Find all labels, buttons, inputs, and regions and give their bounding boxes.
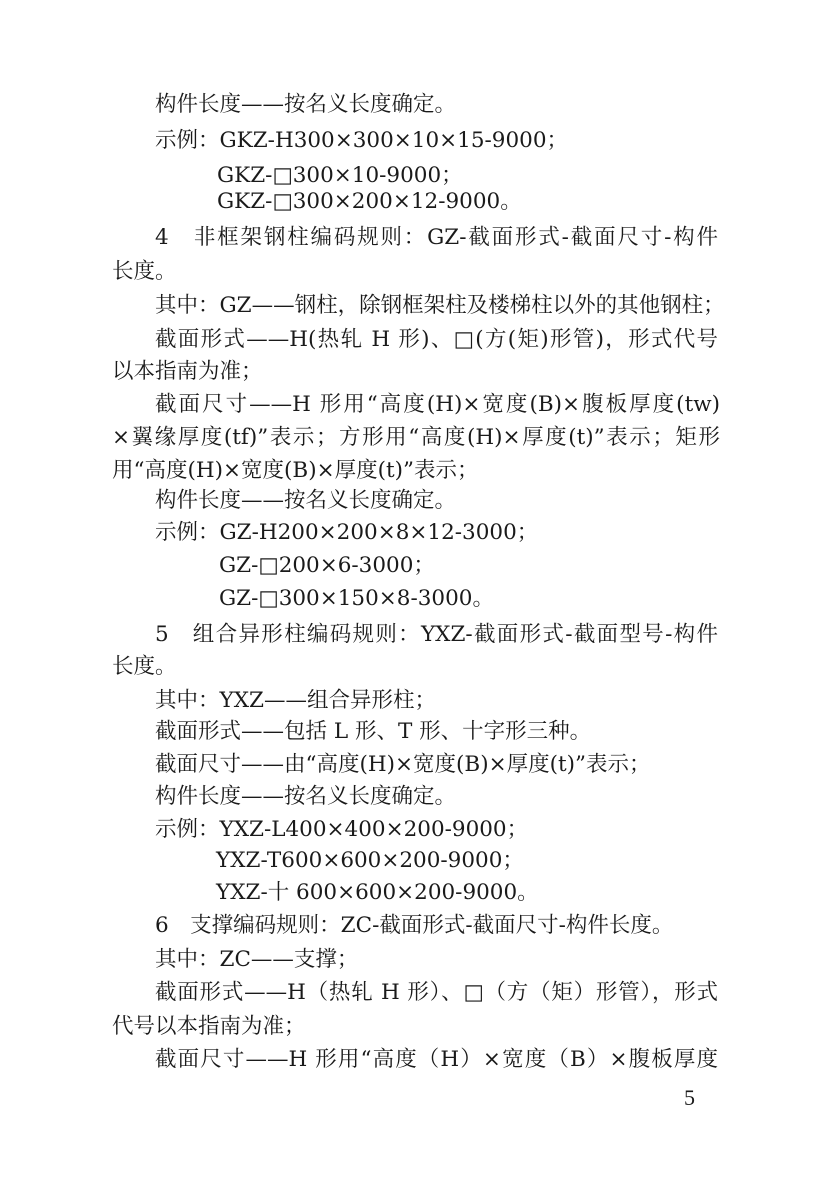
text-line: GKZ-□300×10-9000； (217, 163, 463, 188)
text-line: 4 非框架钢柱编码规则：GZ-截面形式-截面尺寸-构件 (155, 225, 718, 250)
text-line: 以本指南为准； (112, 359, 263, 384)
text-line: 构件长度——按名义长度确定。 (155, 784, 457, 809)
text-line: 截面形式——包括 L 形、T 形、十字形三种。 (155, 719, 592, 744)
text-line: 长度。 (112, 259, 177, 284)
text-line: YXZ-十 600×600×200-9000。 (216, 880, 539, 905)
text-line: 示例：GKZ-H300×300×10×15-9000； (155, 128, 569, 153)
text-line: 其中：ZC——支撑； (155, 947, 359, 972)
text-line: 示例：YXZ-L400×400×200-9000； (155, 817, 529, 842)
text-line: 代号以本指南为准； (112, 1014, 306, 1039)
text-line: 截面尺寸——H 形用“高度（H）×宽度（B）×腹板厚度 (155, 1047, 718, 1072)
text-line: 构件长度——按名义长度确定。 (155, 488, 457, 513)
text-line: ×翼缘厚度(tf)”表示；方形用“高度(H)×厚度(t)”表示；矩形 (112, 425, 720, 450)
text-line: 用“高度(H)×宽度(B)×厚度(t)”表示； (112, 458, 479, 483)
text-line: 5 组合异形柱编码规则：YXZ-截面形式-截面型号-构件 (155, 622, 718, 647)
text-line: 截面尺寸——H 形用“高度(H)×宽度(B)×腹板厚度(tw) (155, 392, 720, 417)
text-line: 截面尺寸——由“高度(H)×宽度(B)×厚度(t)”表示； (155, 752, 651, 777)
text-line: 截面形式——H(热轧 H 形)、□(方(矩)形管)，形式代号 (155, 327, 718, 352)
text-line: 6 支撑编码规则：ZC-截面形式-截面尺寸-构件长度。 (155, 913, 674, 938)
page-number: 5 (684, 1085, 695, 1110)
text-line: 其中：GZ——钢柱，除钢框架柱及楼梯柱以外的其他钢柱； (155, 293, 725, 318)
text-line: YXZ-T600×600×200-9000； (216, 848, 524, 873)
text-line: 其中：YXZ——组合异形柱； (155, 688, 436, 713)
text-line: 示例：GZ-H200×200×8×12-3000； (155, 520, 539, 545)
text-line: GZ-□300×150×8-3000。 (219, 586, 494, 611)
text-line: 构件长度——按名义长度确定。 (155, 92, 457, 117)
text-line: 截面形式——H（热轧 H 形）、□（方（矩）形管），形式 (155, 980, 718, 1005)
text-line: GZ-□200×6-3000； (219, 553, 435, 578)
text-line: 长度。 (112, 654, 177, 679)
text-line: GKZ-□300×200×12-9000。 (217, 189, 522, 214)
